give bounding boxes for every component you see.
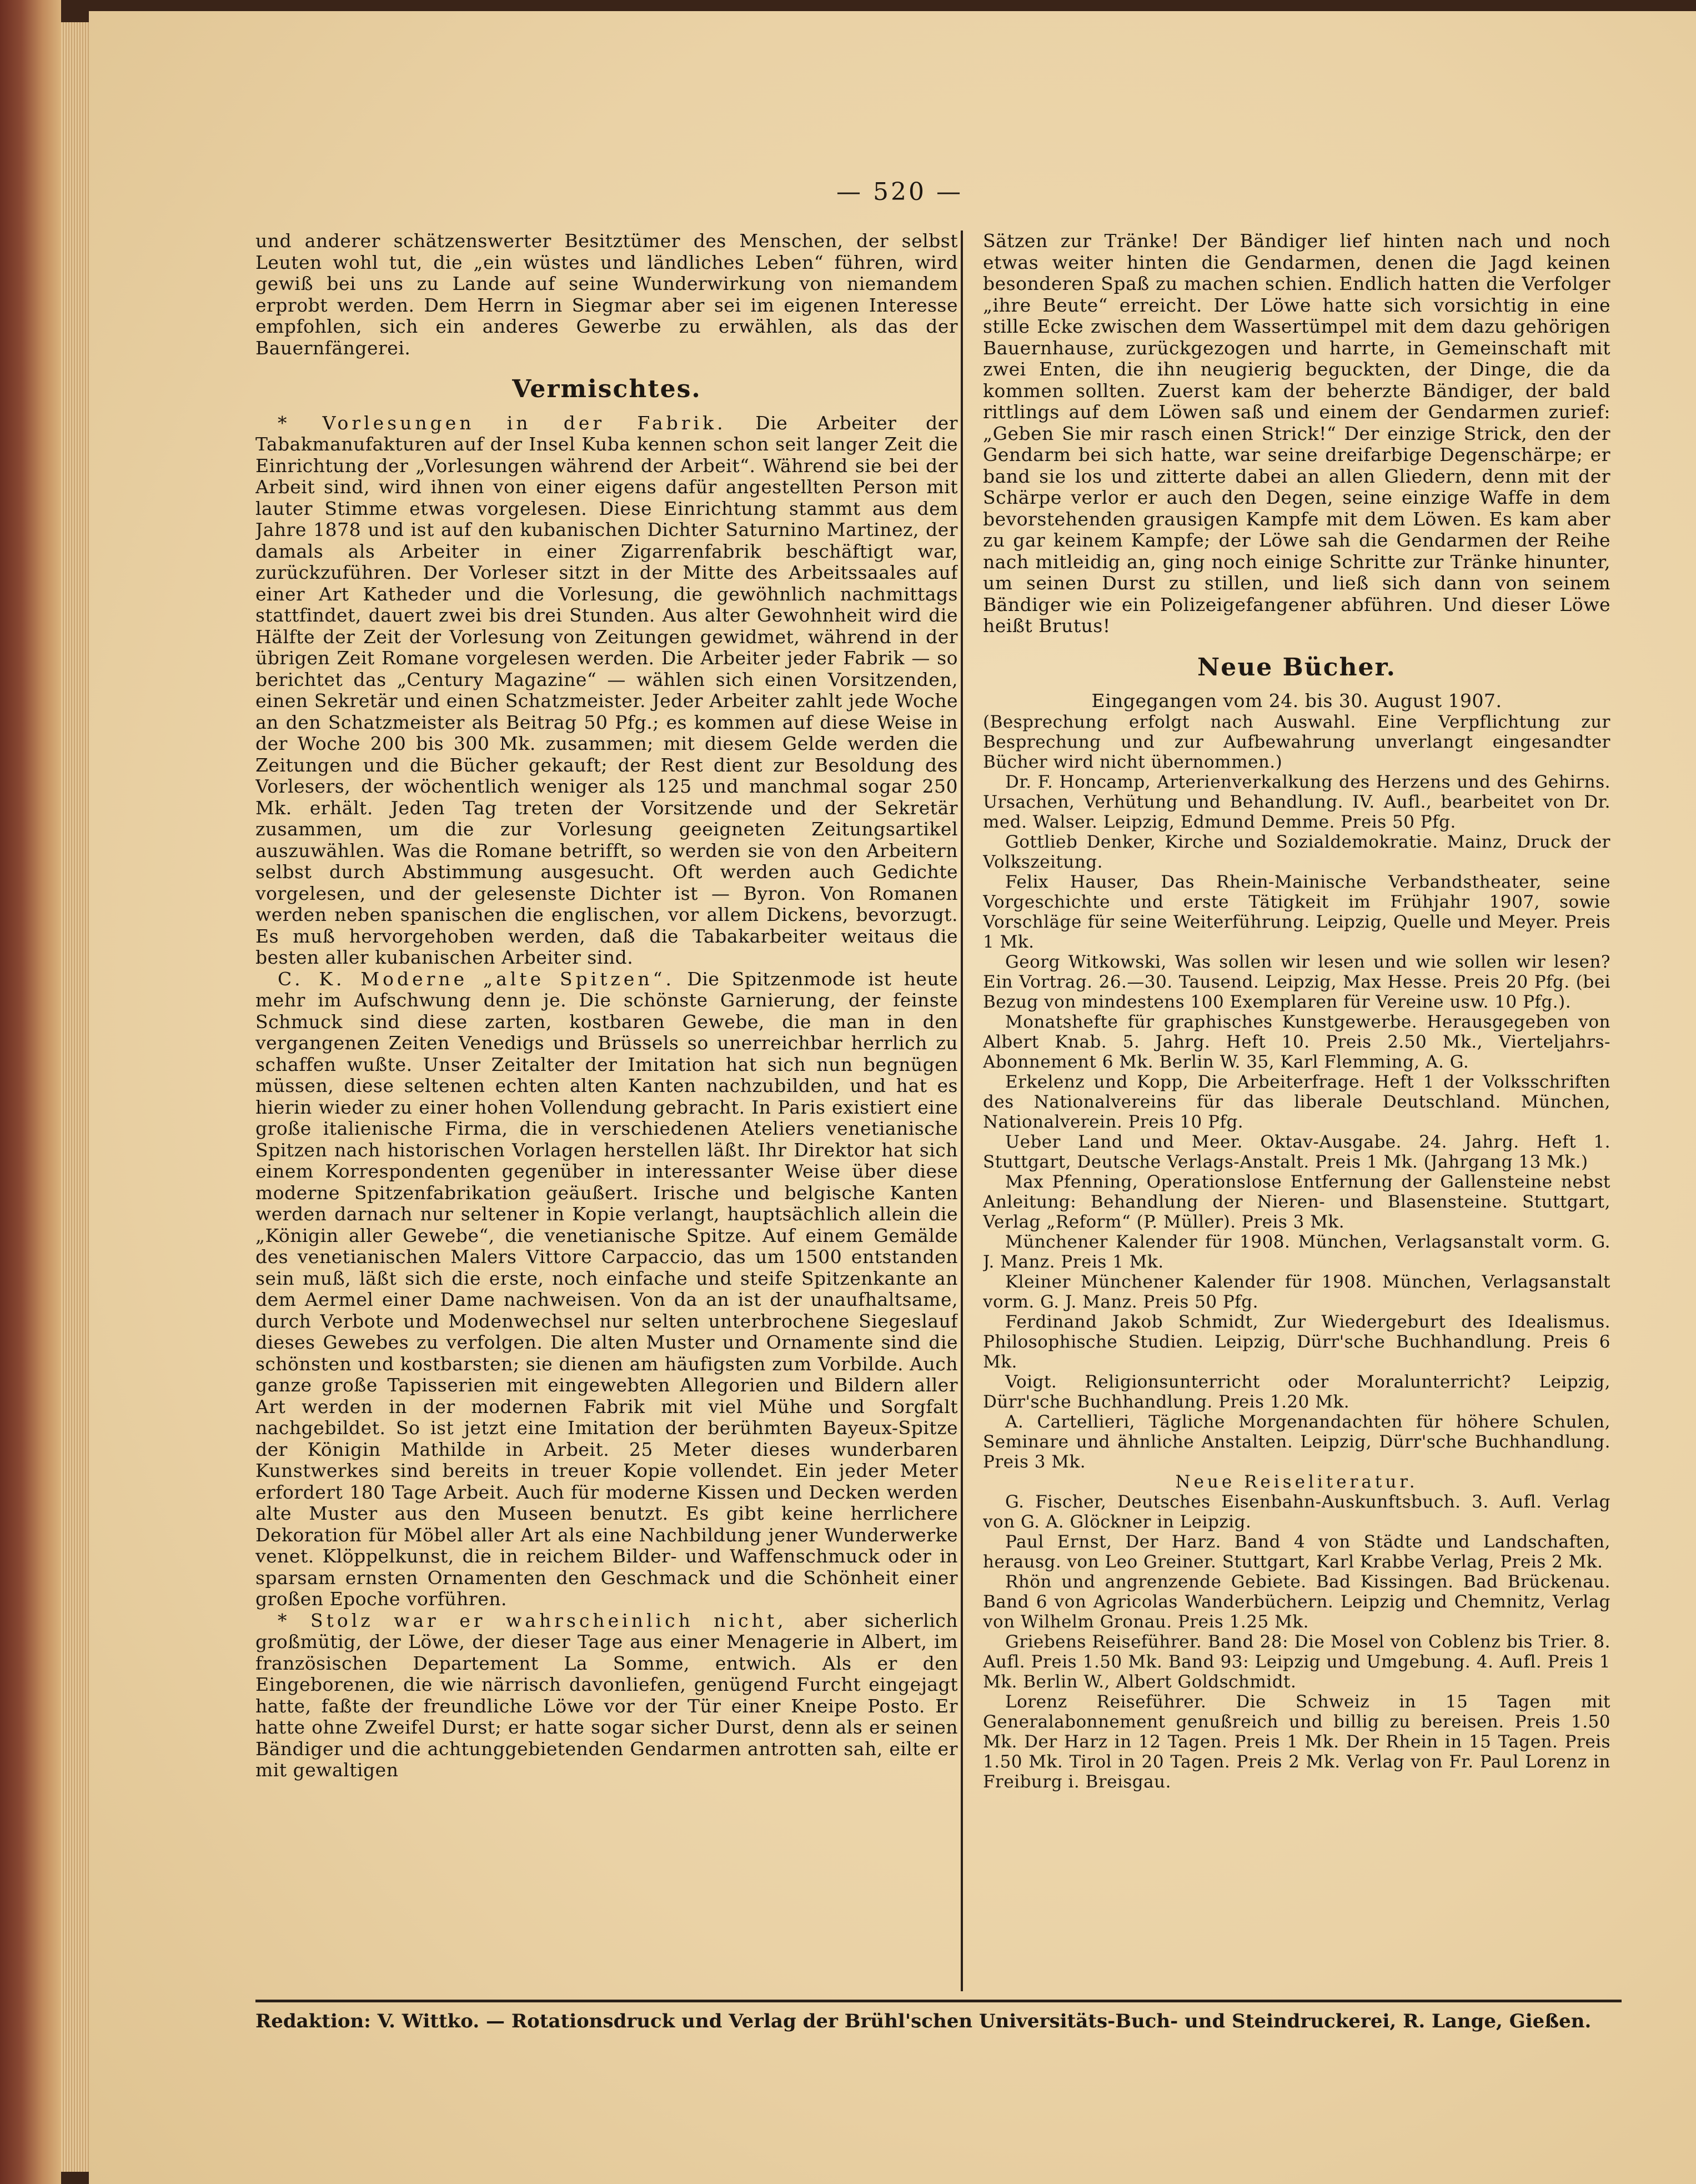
books-received-line: Eingegangen vom 24. bis 30. August 1907. [1091,690,1502,712]
right-column [983,231,1610,1997]
travel-entries-list [983,1492,1610,1792]
page-number: — 520 — [836,178,963,206]
article-lead: C. K. Moderne „alte Spitzen“. [278,968,675,990]
book-entry: Gottlieb Denker, Kirche und Sozialdemokratie. Mainz, Druck der Volkszeitung. [983,831,1610,872]
section-title-neue-buecher: Neue Bücher. [1197,653,1396,682]
article-body: aber sicherlich großmütig, der Löwe, der dieser Tage aus einer Menagerie in Albert, im französischen Departement La Somme, entwich. Als er den Eingeborenen, die wie närrisch davonliefen, genügend Furcht eingejagt hatte, faßte der freundliche Löwe vor der Tür einer Kneipe Posto. Er hatte ohne Zweifel Durst; er hatte sogar sicher Durst, denn als er seinen Bändiger und die achtunggebietenden Gendarmen antrotten sah, eilte er mit gewaltigen [255,1609,958,1781]
article-continuation: Sätzen zur Tränke! Der Bändiger lief hinten nach und noch etwas weiter hinten die Gendarmen, denen die Jagd keinen besonderen Spaß zu machen schien. Endlich hatten die Verfolger „ihre Beute“ erreicht. Der Löwe hatte sich vorsichtig in eine stille Ecke zwischen dem Wassertümpel mit dem dazu gehörigen Bauernhause, zurückgezogen und harrte, in Gemeinschaft mit zwei Enten, die ihn neugierig beguckten, der Dinge, die da kommen sollten. Zuerst kam der beherzte Bändiger, der bald rittlings auf dem Löwen saß und einem der Gendarmen zurief: „Geben Sie mir rasch einen Strick!“ Der einzige Strick, den der Gendarm bei sich hatte, war seine dreifarbige Degenschärpe; er band sie los und zitterte dabei an allen Gliedern, denn mit der Schärpe verlor er auch den Degen, seine einzige Waffe in dem bevorstehenden grausigen Kampfe mit dem Löwen. Es kam aber zu gar keinem Kampfe; der Löwe sah die Gendarmen der Reihe nach mitleidig an, ging noch einige Schritte zur Tränke hinunter, um seinen Durst zu stillen, und ließ sich dann von seinem Bändiger wie ein Polizeigefangener abführen. Und dieser Löwe heißt Brutus! [983,231,1610,637]
book-entry: Kleiner Münchener Kalender für 1908. München, Verlagsanstalt vorm. G. J. Manz. Preis 50 Pfg. [983,1271,1610,1312]
article-body: Die Spitzenmode ist heute mehr im Aufschwung denn je. Die schönste Garnierung, der feinste Schmuck sind diese zarten, kostbaren Gewebe, die man in den vergangenen Zeiten Venedigs und Brüssels so unerreichbar herrlich zu schaffen wußte. Unser Zeitalter der Imitation hat sich nun begnügen müssen, diese seltenen echten alten Kanten nachzubilden, und hat es hierin wieder zu einer hohen Vollendung gebracht. In Paris existiert eine große italienische Firma, die in verschiedenen Ateliers venetianische Spitzen nach historischen Vorlagen herstellen läßt. Ihr Direktor hat sich einem Korrespondenten gegenüber in interessanter Weise über diese moderne Spitzenfabrikation geäußert. Irische und belgische Kanten werden darnach nur seltener in Kopie verlangt, hauptsächlich allein die „Königin aller Gewebe“, die venetianische Spitze. Auf einem Gemälde des venetianischen Malers Vittore Carpaccio, das um 1500 entstanden sein muß, läßt sich die erste, noch einfache und steife Spitzenkante an dem Aermel einer Dame nachweisen. Von da an ist der unaufhaltsame, durch Verbote und Modenwechsel nur selten unterbrochene Siegeslauf dieses Gewebes zu verfolgen. Die alten Muster und Ornamente sind die schönsten und kostbarsten; sie dienen am häufigsten zum Vorbilde. Auch ganze große Tapisserien mit eingewebten Allegorien und Bildern aller Art werden in der modernen Fabrik mit viel Mühe und Sorgfalt nachgebildet. So ist jetzt eine Imitation der berühmten Bayeux-Spitze der Königin Mathilde in Arbeit. 25 Meter dieses wunderbaren Kunstwerkes sind bereits in treuer Kopie vollendet. Ein jeder Meter erfordert 180 Tage Arbeit. Auch für moderne Kissen und Decken werden alte Muster aus den Museen benutzt. Es gibt keine herrlichere Dekoration für Möbel aller Art als eine Nachbildung jener Wunderwerke venet. Klöppelkunst, die in reichem Bilder- und Waffenschmuck oder in sparsam ernsten Ornamenten den Geschmack und die Schönheit einer großen Epoche vorführen. [255,968,958,1610]
travel-entry: Griebens Reiseführer. Band 28: Die Mosel von Coblenz bis Trier. 8. Aufl. Preis 1.50 Mk. Band 93: Leipzig und Umgebung. 4. Aufl. Preis 1 Mk. Berlin W., Albert Goldschmidt. [983,1631,1610,1692]
book-entry: Dr. F. Honcamp, Arterienverkalkung des Herzens und des Gehirns. Ursachen, Verhütung und Behandlung. IV. Aufl., bearbeitet von Dr. med. Walser. Leipzig, Edmund Demme. Preis 50 Pfg. [983,772,1610,832]
book-entry: Max Pfenning, Operationslose Entfernung der Gallensteine nebst Anleitung: Behandlung der Nieren- und Blasensteine. Stuttgart, Verlag „Reform“ (P. Müller). Preis 3 Mk. [983,1171,1610,1232]
book-entry: Ueber Land und Meer. Oktav-Ausgabe. 24. Jahrg. Heft 1. Stuttgart, Deutsche Verlags-Anstalt. Preis 1 Mk. (Jahrgang 13 Mk.) [983,1131,1610,1172]
section-title-vermischtes: Vermischtes. [512,375,701,403]
article-lead: * Stolz war er wahrscheinlich nicht, [278,1609,787,1631]
travel-entry: G. Fischer, Deutsches Eisenbahn-Auskunftsbuch. 3. Aufl. Verlag von G. A. Glöckner in Leipzig. [983,1491,1610,1532]
imprint-footer: Redaktion: V. Wittko. — Rotationsdruck und Verlag der Brühl'schen Universitäts-Buch- und Steindruckerei, R. Lange, Gießen. [255,2000,1622,2043]
article-body: Die Arbeiter der Tabakmanufakturen auf der Insel Kuba kennen schon seit langer Zeit die Einrichtung der „Vorlesungen während der Arbeit“. Während sie bei der Arbeit sind, wird ihnen von einer eigens dafür angestellten Person mit lauter Stimme etwas vorgelesen. Diese Einrichtung stammt aus dem Jahre 1878 und ist auf den kubanischen Dichter Saturnino Martinez, der damals als Arbeiter in einer Zigarrenfabrik beschäftigt war, zurückzuführen. Der Vorleser sitzt in der Mitte des Arbeitssaales auf einer Art Katheder und die Vorlesung, die gewöhnlich nachmittags stattfindet, dauert zwei bis drei Stunden. Aus alter Gewohnheit wird die Hälfte der Zeit der Vorlesung von Zeitungen gewidmet, während in der übrigen Zeit Romane vorgelesen werden. Die Arbeiter jeder Fabrik — so berichtet das „Century Magazine“ — wählen sich einen Vorsitzenden, einen Sekretär und einen Schatzmeister. Jeder Arbeiter zahlt jede Woche an den Schatzmeister als Beitrag 50 Pfg.; es kommen auf diese Weise in der Woche 200 bis 300 Mk. zusammen; mit diesem Gelde werden die Zeitungen und die Bücher gekauft; der Rest dient zur Besoldung des Vorlesers, der wöchentlich weniger als 125 und manchmal sogar 250 Mk. erhält. Jeden Tag treten der Vorsitzende und der Sekretär zusammen, um die zur Vorlesung geeigneten Zeitungsartikel auszuwählen. Was die Romane betrifft, so werden sie von den Arbeitern selbst durch Abstimmung ausgesucht. Oft werden auch Gedichte vorgelesen, und der gelesenste Dichter ist — Byron. Von Romanen werden neben spanischen die englischen, vor allem Dickens, bevorzugt. Es muß hervorgehoben werden, daß die Tabakarbeiter weitaus die besten aller kubanischen Arbeiter sind. [255,412,958,968]
book-entry: Georg Witkowski, Was sollen wir lesen und wie sollen wir lesen? Ein Vortrag. 26.—30. Tausend. Leipzig, Max Hesse. Preis 20 Pfg. (bei Bezug von mindestens 100 Exemplaren für Vereine usw. 10 Pfg.). [983,951,1610,1012]
book-entry: Erkelenz und Kopp, Die Arbeiterfrage. Heft 1 der Volksschriften des Nationalvereins für das liberale Deutschland. München, Nationalverein. Preis 10 Pfg. [983,1071,1610,1132]
book-entry: Felix Hauser, Das Rhein-Mainische Verbandstheater, seine Vorgeschichte und erste Tätigkeit im Frühjahr 1907, sowie Vorschläge für seine Weiterführung. Leipzig, Quelle und Meyer. Preis 1 Mk. [983,871,1610,952]
intro-paragraph: und anderer schätzenswerter Besitztümer des Menschen, der selbst Leuten wohl tut, die „ein wüstes und ländliches Leben“ führen, wird gewiß bei uns zu Lande auf seine Wunderwirkung von niemandem erprobt werden. Dem Herrn in Siegmar aber sei im eigenen Interesse empfohlen, sich ein anderes Gewerbe zu erwählen, als das der Bauernfängerei. [255,231,958,359]
article-loewe [255,1610,958,1781]
book-entries-list [983,772,1610,1472]
travel-entry: Paul Ernst, Der Harz. Band 4 von Städte und Landschaften, herausg. von Leo Greiner. Stuttgart, Karl Krabbe Verlag, Preis 2 Mk. [983,1531,1610,1572]
article-vorlesungen [255,413,958,969]
article-alte-spitzen [255,969,958,1610]
subsection-title-reiseliteratur: Neue Reiseliteratur. [1175,1471,1418,1492]
travel-entry: Rhön und angrenzende Gebiete. Bad Kissingen. Bad Brückenau. Band 6 von Agricolas Wanderbüchern. Leipzig und Chemnitz, Verlag von Wilhelm Gronau. Preis 1.25 Mk. [983,1571,1610,1632]
book-entry: Voigt. Religionsunterricht oder Moralunterricht? Leipzig, Dürr'sche Buchhandlung. Preis 1.20 Mk. [983,1371,1610,1412]
newspaper-page [89,11,1696,2184]
book-entry: Münchener Kalender für 1908. München, Verlagsanstalt vorm. G. J. Manz. Preis 1 Mk. [983,1231,1610,1272]
book-binding-edge [0,0,61,2184]
book-entry: A. Cartellieri, Tägliche Morgenandachten für höhere Schulen, Seminare und ähnliche Anstalten. Leipzig, Dürr'sche Buchhandlung. Preis 3 Mk. [983,1411,1610,1472]
books-note: (Besprechung erfolgt nach Auswahl. Eine Verpflichtung zur Besprechung und zur Aufbewahrung unverlangt eingesandter Bücher wird nicht übernommen.) [983,712,1610,772]
book-entry: Monatshefte für graphisches Kunstgewerbe. Herausgegeben von Albert Knab. 5. Jahrg. Heft 10. Preis 2.50 Mk., Vierteljahrs-Abonnement 6 Mk. Berlin W. 35, Karl Flemming, A. G. [983,1011,1610,1072]
travel-entry: Lorenz Reiseführer. Die Schweiz in 15 Tagen mit Generalabonnement genußreich und billig zu bereisen. Preis 1.50 Mk. Der Harz in 12 Tagen. Preis 1 Mk. Der Rhein in 15 Tagen. Preis 1.50 Mk. Tirol in 20 Tagen. Preis 2 Mk. Verlag von Fr. Paul Lorenz in Freiburg i. Breisgau. [983,1691,1610,1792]
article-lead: * Vorlesungen in der Fabrik. [278,412,726,434]
book-entry: Ferdinand Jakob Schmidt, Zur Wiedergeburt des Idealismus. Philosophische Studien. Leipzig, Dürr'sche Buchhandlung. Preis 6 Mk. [983,1311,1610,1372]
left-column [255,231,958,1997]
column-divider [961,231,963,1991]
